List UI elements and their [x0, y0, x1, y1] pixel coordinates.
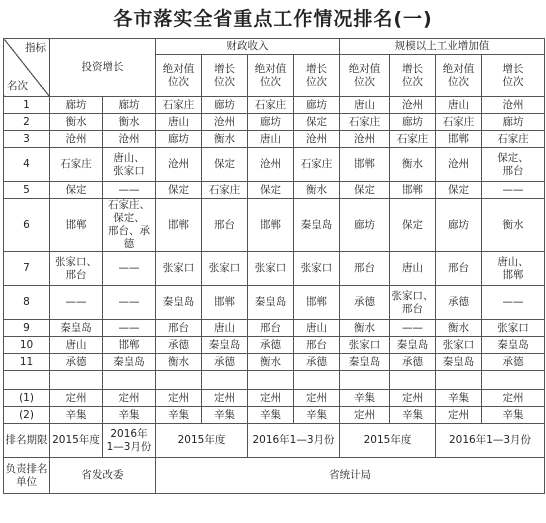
ranking-cell: 保定	[202, 148, 248, 182]
ranking-cell: 保定	[390, 199, 436, 252]
ranking-body	[4, 97, 545, 424]
rank-cell: 6	[4, 199, 50, 252]
table-row	[4, 199, 545, 252]
ranking-cell: 唐山、 张家口	[103, 148, 156, 182]
ranking-cell: 秦皇岛	[50, 320, 103, 337]
page-title: 各市落实全省重点工作情况排名(一)	[113, 8, 433, 30]
ranking-cell: 唐山	[156, 114, 202, 131]
ranking-cell: 承德	[50, 354, 103, 371]
industry-abs-2015-header: 绝对值 位次	[340, 55, 390, 97]
ranking-cell: 石家庄	[50, 148, 103, 182]
ranking-cell: 廊坊	[156, 131, 202, 148]
ranking-cell: 张家口	[202, 252, 248, 286]
ranking-cell: 秦皇岛	[482, 337, 545, 354]
rank-cell	[4, 371, 50, 390]
ranking-cell: 唐山	[202, 320, 248, 337]
ranking-cell: 张家口	[248, 252, 294, 286]
ranking-cell: 衡水	[156, 354, 202, 371]
ranking-cell: 辛集	[436, 390, 482, 407]
ranking-cell: 秦皇岛	[248, 286, 294, 320]
ranking-cell	[482, 371, 545, 390]
ranking-cell: 保定	[340, 182, 390, 199]
ranking-cell: 邯郸	[156, 199, 202, 252]
ranking-cell: 承德	[248, 337, 294, 354]
ranking-cell: 石家庄	[202, 182, 248, 199]
ranking-cell: 定州	[390, 390, 436, 407]
ranking-cell: 唐山、 邯郸	[482, 252, 545, 286]
ranking-cell: 邯郸	[340, 148, 390, 182]
ranking-cell: 衡水	[436, 320, 482, 337]
ranking-cell: 邯郸	[390, 182, 436, 199]
corner-indicator-label: 指标	[25, 42, 46, 54]
ranking-cell: 廊坊	[202, 97, 248, 114]
ranking-cell: 沧州	[294, 131, 340, 148]
ranking-cell: 张家口	[156, 252, 202, 286]
ranking-cell	[340, 371, 390, 390]
ranking-cell: 辛集	[340, 390, 390, 407]
ranking-cell	[248, 371, 294, 390]
ranking-cell: 邢台	[294, 337, 340, 354]
corner-cell	[4, 39, 50, 97]
table-row	[4, 371, 545, 390]
ranking-cell: 沧州	[390, 97, 436, 114]
ranking-cell: ——	[103, 320, 156, 337]
table-row	[4, 182, 545, 199]
ranking-cell: 石家庄	[340, 114, 390, 131]
ranking-cell: 辛集	[202, 407, 248, 424]
ranking-cell: 秦皇岛	[294, 199, 340, 252]
fiscal-growth-2015-header: 增长 位次	[202, 55, 248, 97]
ranking-cell: 承德	[436, 286, 482, 320]
ranking-cell: 辛集	[294, 407, 340, 424]
ranking-cell: 廊坊	[50, 97, 103, 114]
ranking-cell: 唐山	[248, 131, 294, 148]
period-row	[4, 424, 545, 458]
ranking-cell: 承德	[482, 354, 545, 371]
ranking-cell: 定州	[202, 390, 248, 407]
ranking-cell: 定州	[482, 390, 545, 407]
ranking-cell: 秦皇岛	[103, 354, 156, 371]
rank-cell: 5	[4, 182, 50, 199]
ranking-cell: ——	[103, 182, 156, 199]
table-row	[4, 97, 545, 114]
responsible-label: 负责排名 单位	[4, 458, 50, 494]
industry-growth-2015-header: 增长 位次	[390, 55, 436, 97]
responsible-investment: 省发改委	[50, 458, 156, 494]
ranking-cell: 唐山	[436, 97, 482, 114]
ranking-cell: 唐山	[294, 320, 340, 337]
ranking-cell: 承德	[340, 286, 390, 320]
corner-rank-label: 名次	[7, 80, 28, 92]
rank-cell: 11	[4, 354, 50, 371]
ranking-cell: ——	[103, 252, 156, 286]
ranking-cell: 秦皇岛	[156, 286, 202, 320]
table-row	[4, 286, 545, 320]
ranking-cell: 廊坊	[340, 199, 390, 252]
ranking-cell: 保定	[436, 182, 482, 199]
table-row	[4, 114, 545, 131]
ranking-cell: 辛集	[50, 407, 103, 424]
ranking-cell: 沧州	[103, 131, 156, 148]
industry-header: 规模以上工业增加值	[340, 39, 545, 55]
ranking-cell: 张家口	[340, 337, 390, 354]
ranking-cell: 保定	[50, 182, 103, 199]
ranking-cell: 石家庄	[248, 97, 294, 114]
ranking-cell: 定州	[436, 407, 482, 424]
ranking-cell: 定州	[294, 390, 340, 407]
ranking-cell: 秦皇岛	[390, 337, 436, 354]
ranking-cell: 邯郸	[202, 286, 248, 320]
investment-header: 投资增长	[50, 39, 156, 97]
ranking-cell: 承德	[202, 354, 248, 371]
fiscal-header: 财政收入	[156, 39, 340, 55]
ranking-cell: 沧州	[482, 97, 545, 114]
ranking-cell: 邯郸	[248, 199, 294, 252]
ranking-cell: ——	[390, 320, 436, 337]
table-row	[4, 320, 545, 337]
ranking-cell: 张家口、 邢台	[50, 252, 103, 286]
industry-growth-2016-header: 增长 位次	[482, 55, 545, 97]
ranking-cell: 廊坊	[103, 97, 156, 114]
table-row	[4, 131, 545, 148]
ranking-cell: ——	[482, 182, 545, 199]
ranking-cell	[50, 371, 103, 390]
fiscal-growth-2016-header: 增长 位次	[294, 55, 340, 97]
ranking-cell: 秦皇岛	[340, 354, 390, 371]
ranking-cell: 定州	[248, 390, 294, 407]
ranking-cell: 邯郸	[103, 337, 156, 354]
ranking-cell: ——	[482, 286, 545, 320]
ranking-cell: 唐山	[340, 97, 390, 114]
ranking-cell: 邯郸	[50, 199, 103, 252]
rank-cell: (1)	[4, 390, 50, 407]
ranking-cell: 张家口	[482, 320, 545, 337]
ranking-cell: 张家口、 邢台	[390, 286, 436, 320]
ranking-cell: 廊坊	[482, 114, 545, 131]
table-row	[4, 337, 545, 354]
responsible-stats: 省统计局	[156, 458, 545, 494]
ranking-cell	[103, 371, 156, 390]
ranking-cell: 沧州	[340, 131, 390, 148]
rank-cell: 1	[4, 97, 50, 114]
ranking-cell: 保定、 邢台	[482, 148, 545, 182]
ranking-cell: 石家庄	[156, 97, 202, 114]
ranking-cell: 保定	[248, 182, 294, 199]
period-industry-2015: 2015年度	[340, 424, 436, 458]
period-fiscal-2016: 2016年1—3月份	[248, 424, 340, 458]
ranking-cell: 邯郸	[436, 131, 482, 148]
rank-cell: 10	[4, 337, 50, 354]
ranking-cell: 邢台	[436, 252, 482, 286]
header-row-1	[4, 39, 545, 55]
ranking-cell: 石家庄	[294, 148, 340, 182]
responsible-row	[4, 458, 545, 494]
ranking-cell: 廊坊	[390, 114, 436, 131]
ranking-cell: 承德	[156, 337, 202, 354]
ranking-cell: 张家口	[436, 337, 482, 354]
ranking-cell: 衡水	[482, 199, 545, 252]
rank-cell: (2)	[4, 407, 50, 424]
ranking-cell	[436, 371, 482, 390]
ranking-cell: 定州	[103, 390, 156, 407]
ranking-cell: 衡水	[390, 148, 436, 182]
ranking-cell: 石家庄	[390, 131, 436, 148]
ranking-cell: 辛集	[248, 407, 294, 424]
ranking-cell: 张家口	[294, 252, 340, 286]
ranking-cell: 秦皇岛	[436, 354, 482, 371]
period-industry-2016: 2016年1—3月份	[436, 424, 545, 458]
ranking-cell: 辛集	[390, 407, 436, 424]
ranking-cell	[156, 371, 202, 390]
ranking-cell: 定州	[50, 390, 103, 407]
ranking-cell: 衡水	[340, 320, 390, 337]
ranking-cell: ——	[103, 286, 156, 320]
table-row	[4, 390, 545, 407]
ranking-cell: 衡水	[202, 131, 248, 148]
table-row	[4, 407, 545, 424]
period-investment-2016: 2016年 1—3月份	[103, 424, 156, 458]
ranking-cell: 石家庄	[436, 114, 482, 131]
ranking-cell: 沧州	[202, 114, 248, 131]
ranking-cell: 定州	[340, 407, 390, 424]
ranking-cell: 衡水	[294, 182, 340, 199]
rank-cell: 7	[4, 252, 50, 286]
fiscal-abs-2016-header: 绝对值 位次	[248, 55, 294, 97]
ranking-cell: 石家庄	[482, 131, 545, 148]
ranking-cell: ——	[50, 286, 103, 320]
ranking-cell: 邢台	[202, 199, 248, 252]
industry-abs-2016-header: 绝对值 位次	[436, 55, 482, 97]
period-label: 排名期限	[4, 424, 50, 458]
ranking-cell: 石家庄、 保定、 邢台、承德	[103, 199, 156, 252]
ranking-cell: 邯郸	[294, 286, 340, 320]
rank-cell: 9	[4, 320, 50, 337]
ranking-cell: 廊坊	[436, 199, 482, 252]
ranking-cell: 保定	[156, 182, 202, 199]
ranking-cell: 沧州	[50, 131, 103, 148]
ranking-cell: 邢台	[156, 320, 202, 337]
ranking-cell: 邢台	[340, 252, 390, 286]
ranking-cell: 秦皇岛	[202, 337, 248, 354]
ranking-cell: 辛集	[482, 407, 545, 424]
ranking-cell: 廊坊	[294, 97, 340, 114]
ranking-cell: 辛集	[156, 407, 202, 424]
ranking-cell: 廊坊	[248, 114, 294, 131]
period-fiscal-2015: 2015年度	[156, 424, 248, 458]
period-investment-2015: 2015年度	[50, 424, 103, 458]
table-row	[4, 354, 545, 371]
ranking-cell	[294, 371, 340, 390]
ranking-cell: 辛集	[103, 407, 156, 424]
ranking-cell: 沧州	[436, 148, 482, 182]
ranking-cell: 定州	[156, 390, 202, 407]
ranking-cell	[390, 371, 436, 390]
fiscal-abs-2015-header: 绝对值 位次	[156, 55, 202, 97]
ranking-cell: 承德	[390, 354, 436, 371]
rank-cell: 2	[4, 114, 50, 131]
ranking-cell: 衡水	[103, 114, 156, 131]
table-row	[4, 252, 545, 286]
ranking-cell: 沧州	[248, 148, 294, 182]
ranking-cell: 唐山	[50, 337, 103, 354]
ranking-table	[3, 38, 545, 494]
rank-cell: 3	[4, 131, 50, 148]
ranking-cell: 保定	[294, 114, 340, 131]
ranking-cell: 承德	[294, 354, 340, 371]
ranking-cell: 衡水	[248, 354, 294, 371]
ranking-cell: 衡水	[50, 114, 103, 131]
ranking-cell: 唐山	[390, 252, 436, 286]
rank-cell: 8	[4, 286, 50, 320]
ranking-cell	[202, 371, 248, 390]
ranking-cell: 邢台	[248, 320, 294, 337]
table-row	[4, 148, 545, 182]
rank-cell: 4	[4, 148, 50, 182]
ranking-cell: 沧州	[156, 148, 202, 182]
